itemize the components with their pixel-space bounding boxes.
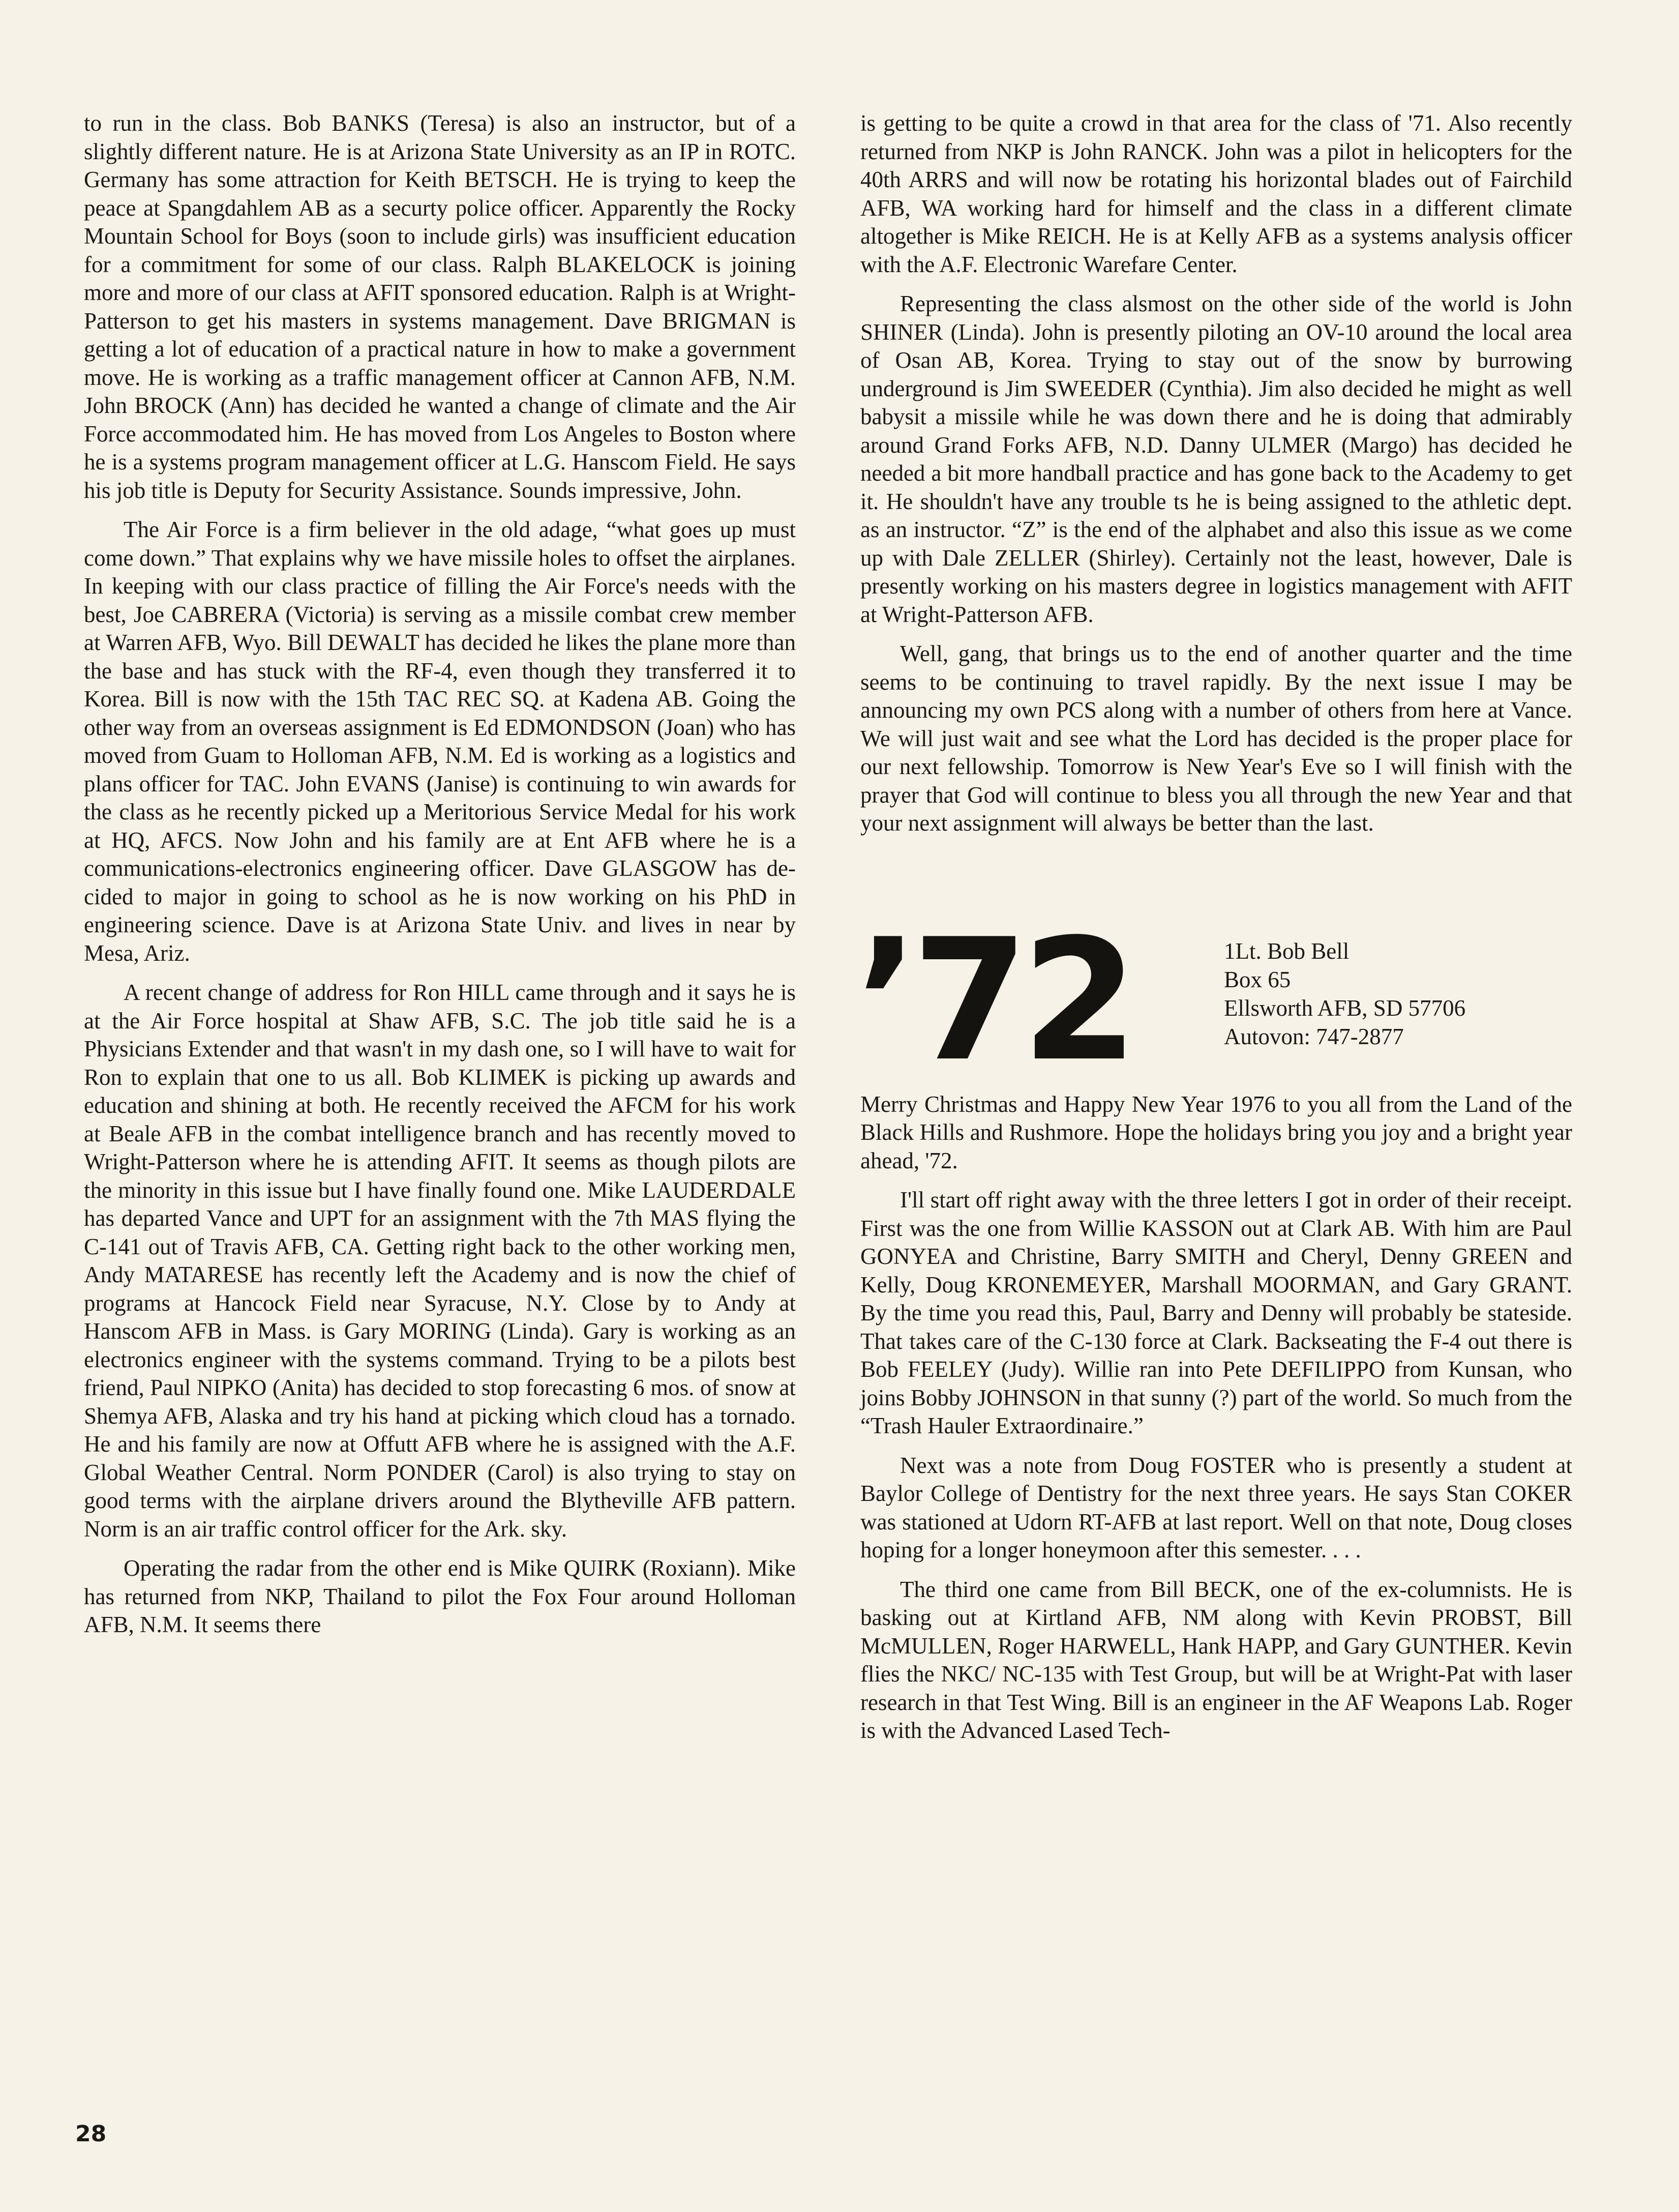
class-header (855, 902, 1572, 1098)
address-line: Ellsworth AFB, SD 57706 (1224, 995, 1466, 1021)
address-line: Autovon: 747-2877 (1224, 1023, 1404, 1049)
left-column (84, 109, 796, 1650)
paragraph: is getting to be quite a crowd in that area for the class of '71. Also recently returned from NKP is John RANCK. John was a pilot in helicopters for the 40th ARRS and will now be rotating his horizontal blades out of Fairchild AFB, WA working hard for himself and the class in a different climate altogether is Mike REICH. He is at Kelly AFB as a systems analysis officer with the A.F. Electronic Warefare Center. (860, 110, 1572, 277)
address-line: Box 65 (1224, 966, 1291, 992)
paragraph: Merry Christmas and Happy New Year 1976 to you all from the Land of the Black Hills and Rushmore. Hope the holidays bring you joy and a bright year ahead, '72. (860, 1091, 1572, 1173)
paragraph: Next was a note from Doug FOSTER who is presently a student at Baylor College of Dentistry for the next three years. He says Stan COKER was stationed at Udorn RT-AFB at last report. Well on that note, Doug closes hoping for a longer honeymoon after this semester. . . . (860, 1452, 1572, 1562)
paragraph: The third one came from Bill BECK, one of the ex-columnists. He is basking out at Kirtland AFB, NM along with Kevin PROBST, Bill McMULLEN, Roger HARWELL, Hank HAPP, and Gary GUNTHER. Kevin flies the NKC/ NC-135 with Test Group, but will be at Wright-Pat with laser research in that Test Wing. Bill is an engineer in the AF Weapons Lab. Roger is with the Advanced Lased Tech- (860, 1576, 1572, 1743)
paragraph: Representing the class alsmost on the other side of the world is John SHINER (Linda). John is presently piloting an OV-10 around the local area of Osan AB, Korea. Trying to stay out of the snow by burrowing underground is Jim SWEEDER (Cynthia). Jim also decided he might as well babysit a missile while he was down there and he is doing that admirably around Grand Forks AFB, N.D. Danny ULMER (Margo) has decided he needed a bit more handball practice and has gone back to the Academy to get it. He shouldn't have any trouble ts he is being assigned to the athletic dept. as an instructor. “Z” is the end of the alphabet and also this issue as we come up with Dale ZELLER (Shirley). Certainly not the least, however, Dale is presently working on his masters degree in logistics management with AFIT at Wright-Patterson AFB. (860, 291, 1572, 627)
right-column (855, 109, 1572, 1756)
correspondent-address (1224, 937, 1465, 1051)
paragraph: Operating the radar from the other end is Mike QUIRK (Roxiann). Mike has returned from NKP, Thailand to pilot the Fox Four around Holloman AFB, N.M. It seems there (84, 1555, 796, 1637)
paragraph: I'll start off right away with the three letters I got in order of their receipt. First was the one from Willie KASSON out at Clark AB. With him are Paul GONYEA and Christine, Barry SMITH and Cheryl, Denny GREEN and Kelly, Doug KRONEMEYER, Marshall MOORMAN, and Gary GRANT. By the time you read this, Paul, Barry and Denny will probably be stateside. That takes care of the C-130 force at Clark. Backseating the F-4 out there is Bob FEELEY (Judy). Willie ran into Pete DEFILIPPO from Kunsan, who joins Bobby JOHNSON in that sunny (?) part of the world. So much from the “Trash Hauler Extraordinaire.” (860, 1187, 1572, 1438)
class-year-heading: ’72 (855, 902, 1131, 1098)
paragraph: A recent change of address for Ron HILL came through and it says he is at the Air Force hospital at Shaw AFB, S.C. The job title said he is a Physicians Extender and that wasn't in my dash one, so I will have to wait for Ron to explain that one to us all. Bob KLIMEK is picking up awards and education and shining at both. He recently received the AFCM for his work at Beale AFB in the combat intelligence branch and has recently moved to Wright-Patterson where he is attending AFIT. It seems as though pilots are the minority in this issue but I have finally found one. Mike LAUDERDALE has departed Vance and UPT for an assignment with the 7th MAS flying the C-141 out of Travis AFB, CA. Getting right back to the other working men, Andy MATARESE has recently left the Academy and is now the chief of programs at Hancock Field near Syracuse, N.Y. Close by to Andy at Hanscom AFB in Mass. is Gary MORING (Linda). Gary is working as an electronics engineer with the systems command. Trying to be a pilots best friend, Paul NIPKO (Anita) has decided to stop forecasting 6 mos. of snow at Shemya AFB, Alaska and try his hand at picking which cloud has a tornado. He and his family are now at Offutt AFB where he is assigned with the A.F. Global Weather Central. Norm PONDER (Carol) is also trying to stay on good terms with the airplane drivers around the Blytheville AFB pattern. Norm is an air traffic control officer for the Ark. sky. (84, 980, 796, 1542)
address-line: 1Lt. Bob Bell (1224, 938, 1350, 964)
paragraph: The Air Force is a firm believer in the old adage, “what goes up must come down.” That explains why we have missile holes to offset the airplanes. In keeping with our class practice of filling the Air Force's needs with the best, Joe CABRERA (Victoria) is serving as a missile combat crew member at Warren AFB, Wyo. Bill DEWALT has decided he likes the plane more than the base and has stuck with the RF-4, even though they transferred it to Korea. Bill is now with the 15th TAC REC SQ. at Kadena AB. Going the other way from an overseas assignment is Ed EDMONDSON (Joan) who has moved from Guam to Holloman AFB, N.M. Ed is working as a logistics and plans officer for TAC. John EVANS (Janise) is continuing to win awards for the class as he recently picked up a Meritorious Service Medal for his work at HQ, AFCS. Now John and his family are at Ent AFB where he is a communications-electronics engineering officer. Dave GLASGOW has decided to major in going to school as he is now working on his PhD in engineering science. Dave is at Arizona State Univ. and lives in near by Mesa, Ariz. (84, 517, 796, 966)
page-number: 28 (75, 2121, 107, 2147)
paragraph: to run in the class. Bob BANKS (Teresa) is also an instructor, but of a slightly different nature. He is at Arizona State University as an IP in ROTC. Germany has some attraction for Keith BETSCH. He is trying to keep the peace at Spangdahlem AB as a securty police officer. Apparently the Rocky Mountain School for Boys (soon to include girls) was insufficient education for a commitment for some of our class. Ralph BLAKELOCK is joining more and more of our class at AFIT sponsored education. Ralph is at Wright-Patterson to get his masters in systems management. Dave BRIGMAN is getting a lot of education of a practical nature in how to make a government move. He is working as a traffic management officer at Cannon AFB, N.M. John BROCK (Ann) has decided he wanted a change of climate and the Air Force accommodated him. He has moved from Los Angeles to Boston where he is a systems program management officer at L.G. Hanscom Field. He says his job title is Deputy for Security Assistance. Sounds impressive, John. (84, 110, 796, 503)
paragraph: Well, gang, that brings us to the end of another quarter and the time seems to be continuing to travel rapidly. By the next issue I may be announcing my own PCS along with a number of others from here at Vance. We will just wait and see what the Lord has decided is the proper place for our next fellowship. Tomorrow is New Year's Eve so I will finish with the prayer that God will continue to bless you all through the new Year and that your next assignment will always be better than the last. (860, 641, 1572, 836)
